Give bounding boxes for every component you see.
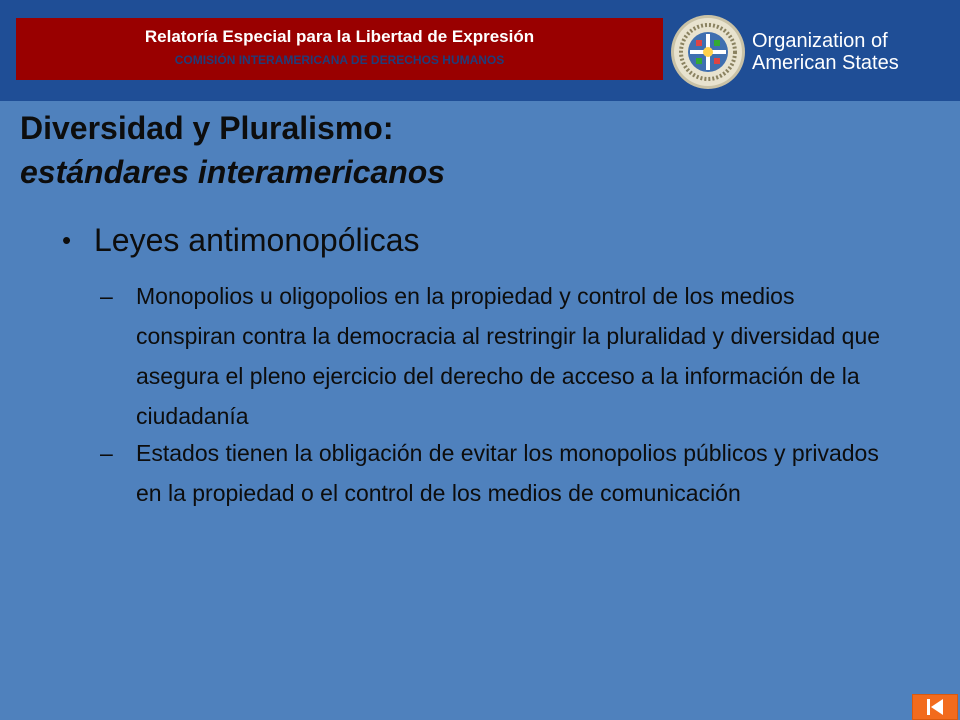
sub-bullet-item [100, 433, 900, 513]
dash-icon: – [100, 283, 113, 309]
sub-bullet-text: Monopolios u oligopolios en la propiedad y control de los medios conspiran contra la democracia al restringir la pluralidad y diversidad que asegura el pleno ejercicio del derecho de acceso a la información de la ciudadanía [136, 283, 881, 429]
org-banner [16, 18, 663, 80]
slide-title-line2: estándares interamericanos [20, 154, 446, 190]
nav-end-button[interactable] [912, 694, 958, 720]
oas-name-line1: Organization of [752, 30, 888, 52]
sub-bullet-text: Estados tienen la obligación de evitar los monopolios públicos y privados en la propiedad o el control de los medios de comunicación [136, 440, 879, 506]
slide-title-line1: Diversidad y Pluralismo: [20, 110, 394, 146]
dash-icon: – [100, 440, 113, 466]
oas-name [752, 30, 899, 74]
header-band [0, 0, 960, 101]
slide-title [20, 106, 940, 194]
bullet-text: Leyes antimonopólicas [94, 222, 420, 258]
oas-seal-icon [670, 14, 746, 90]
bullet-dot-icon: • [62, 225, 72, 255]
skip-to-start-icon [913, 695, 957, 719]
sub-bullet-item [100, 276, 900, 436]
org-subtitle: COMISIÓN INTERAMERICANA DE DERECHOS HUMANOS [174, 53, 505, 67]
oas-name-line2: American States [752, 52, 899, 74]
org-title: Relatoría Especial para la Libertad de Expresión [144, 27, 535, 46]
